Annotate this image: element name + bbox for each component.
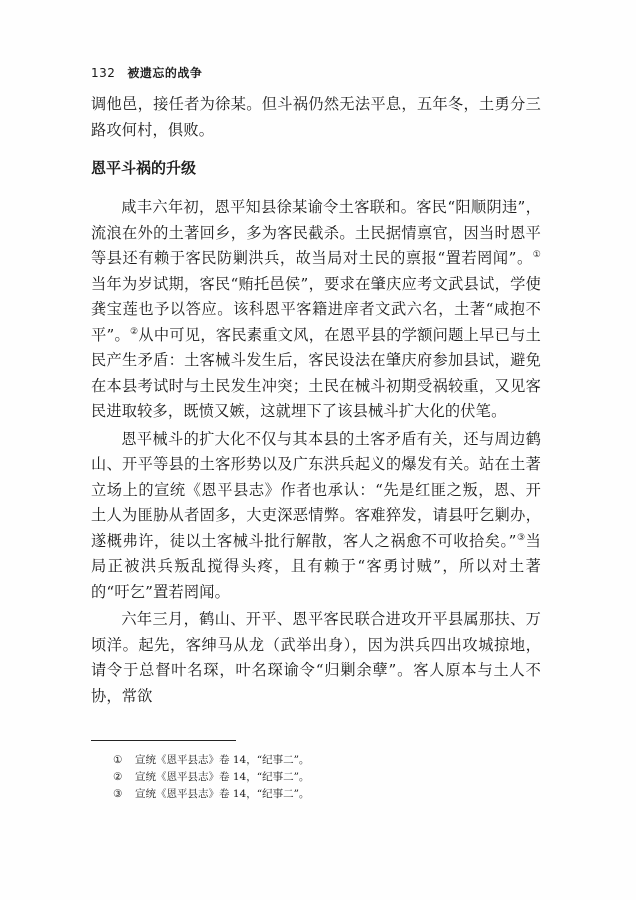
paragraph-text: 六年三月，鹤山、开平、恩平客民联合进攻开平县属那扶、万顷洋。起先，客绅马从龙（武举出身），因为洪兵四出攻城掠地，请令于总督叶名琛，叶名琛谕令“归剿余孽”。客人原本与土人不协，常欲: [91, 610, 541, 705]
footnote-item: [113, 752, 309, 769]
book-title: 被遗忘的战争: [127, 66, 203, 80]
footnote-text: 宣统《恩平县志》卷 14，“纪事二”。: [135, 771, 310, 783]
footnote-marker[interactable]: ①: [532, 249, 541, 260]
paragraph-text: 调他邑，接任者为徐某。但斗祸仍然无法平息，五年冬，土勇分三路攻何村，俱败。: [91, 95, 541, 139]
paragraph-text: 从中可见，客民素重文风，在恩平县的学额问题上早已与土民产生矛盾：土客械斗发生后，客民设法在肇庆府参加县试，避免在本县考试时与土民发生冲突；土民在械斗初期受祸较重，又见客民进取较多，既愤又嫉，这就埋下了该县械斗扩大化的伏笔。: [91, 325, 541, 420]
paragraph-text: 当年为岁试期，客民“贿托邑侯”，要求在肇庆应考文武县试，学使龚宝莲也予以答应。该科恩平客籍进庠者文武六名，土著“咸抱不平”。: [91, 274, 541, 344]
footnote-mark: ②: [113, 771, 123, 783]
section-heading: 恩平斗祸的升级: [91, 159, 197, 177]
footnote-marker[interactable]: ③: [516, 532, 526, 543]
footnote-text: 宣统《恩平县志》卷 14，“纪事二”。: [135, 754, 310, 766]
footnote-divider: [91, 740, 236, 741]
page-body: [91, 92, 541, 709]
footnote-item: [113, 786, 309, 803]
footnote-mark: ③: [113, 788, 123, 800]
paragraph: [91, 195, 541, 425]
footnotes: [113, 752, 309, 803]
paragraph: [91, 427, 541, 606]
paragraph-text: 当局正被洪兵叛乱搅得头疼，且有赖于“客勇讨贼”，所以对土著的“吁乞”置若罔闻。: [91, 531, 541, 601]
paragraph-text: 咸丰六年初，恩平知县徐某谕令土客联和。客民“阳顺阴违”，流浪在外的土著回乡，多为客民截杀。土民据情禀官，因当时恩平等县还有赖于客民防剿洪兵，故当局对土民的禀报“置若罔闻”。: [91, 198, 541, 267]
paragraph-continued: [91, 92, 541, 143]
paragraph: [91, 607, 541, 709]
footnote-mark: ①: [113, 754, 123, 766]
running-head: [91, 64, 202, 81]
footnote-marker[interactable]: ②: [130, 326, 139, 337]
page-number: 132: [91, 66, 116, 80]
footnote-text: 宣统《恩平县志》卷 14，“纪事二”。: [135, 788, 310, 800]
paragraph-text: 恩平械斗的扩大化不仅与其本县的土客矛盾有关，还与周边鹤山、开平等县的土客形势以及广东洪兵起义的爆发有关。站在土著立场上的宣统《恩平县志》作者也承认：“先是红匪之叛，恩、开土人为匪胁从者固多，大吏深恶情弊。客难猝发，请县吁乞剿办，遂概弗许，徒以土客械斗批行解散，客人之祸愈不可收拾矣。”: [91, 429, 541, 550]
footnote-item: [113, 769, 309, 786]
